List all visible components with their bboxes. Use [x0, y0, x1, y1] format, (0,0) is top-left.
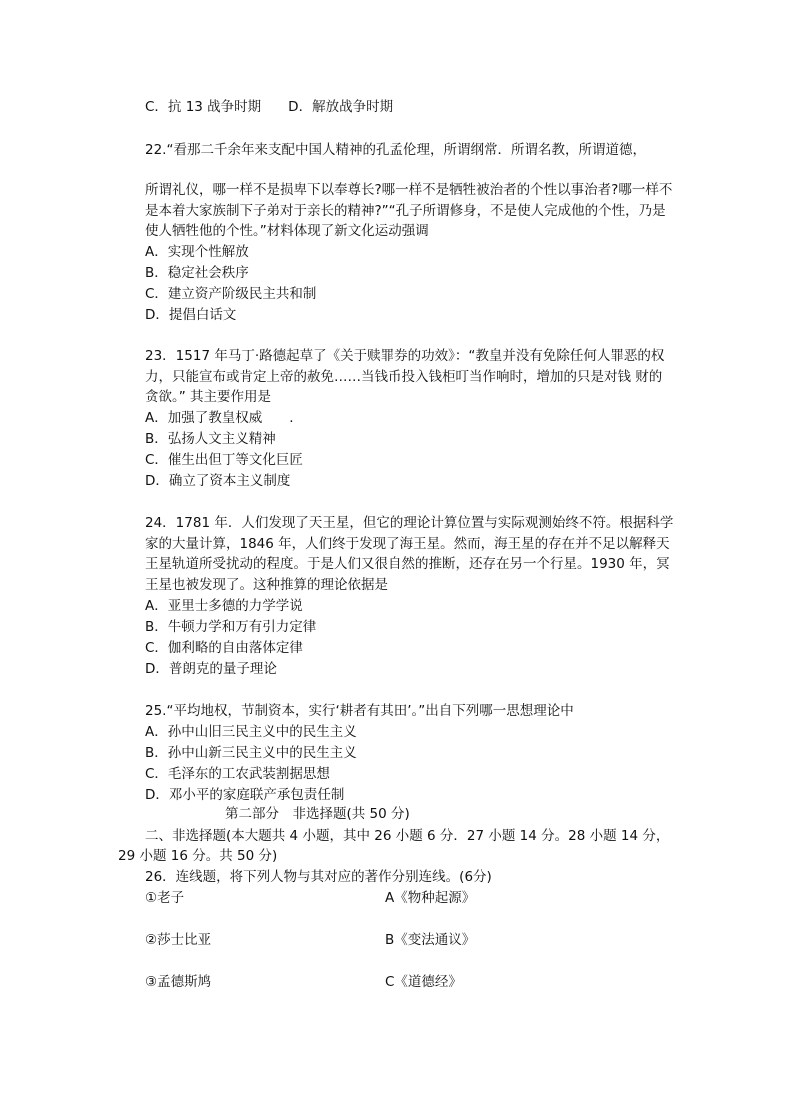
q25-option-d: D．邓小平的家庭联产承包责任制	[145, 787, 345, 803]
q22-option-a: A．实现个性解放	[145, 244, 249, 260]
q26-pair-row	[145, 930, 675, 950]
section2-desc-line1: 二、非选择题(本大题共 4 小题，其中 26 小题 6 分．27 小题 14 分。28 小题 14 分，	[145, 828, 670, 844]
q26-pair-row	[145, 972, 675, 992]
q26-person-1: ①老子	[145, 890, 185, 906]
q23-stem: 23．1517 年马丁·路德起草了《关于赎罪券的功效》：“教皇并没有免除任何人罪恶的权力，只能宣布或肯定上帝的赦免……当钱币投入钱柜叮当作响时，增加的只是对钱 财的贪欲。” 其主要作用是	[145, 348, 665, 405]
q26-work-b: B《变法通议》	[385, 932, 476, 948]
q24-option-c: C．伽利略的自由落体定律	[145, 640, 303, 656]
q22-stem-line1: 22.“看那二千余年来支配中国人精神的孔孟伦理，所谓纲常．所谓名教，所谓道德，	[145, 142, 646, 158]
q23-option-b: B．弘扬人文主义精神	[145, 431, 276, 447]
q22-option-c: C．建立资产阶级民主共和制	[145, 286, 317, 302]
q26-work-c: C《道德经》	[385, 974, 462, 990]
q22-option-d: D．提倡白话文	[145, 307, 237, 323]
q25-option-c: C．毛泽东的工农武装割据思想	[145, 766, 330, 782]
q26-work-a: A《物种起源》	[385, 890, 476, 906]
q26-stem: 26．连线题，将下列人物与其对应的著作分别连线。(6分)	[145, 869, 492, 885]
q21-options-tail: C．抗 13 战争时期 D．解放战争时期	[145, 99, 394, 115]
part2-heading: 第二部分 非选择题(共 50 分)	[225, 806, 410, 822]
q25-option-a: A．孙中山旧三民主义中的民生主义	[145, 724, 357, 740]
section2-desc-line2: 29 小题 16 分。共 50 分)	[118, 848, 278, 864]
q24-option-b: B．牛顿力学和万有引力定律	[145, 619, 317, 635]
q24-option-d: D．普朗克的量子理论	[145, 661, 277, 677]
q22-stem-rest: 所谓礼仪，哪一样不是损卑下以奉尊长?哪一样不是牺牲被治者的个性以事治者?哪一样不是本着大家族制下子弟对于亲长的精神?”“孔子所谓修身，不是使人完成他的个性，乃是使人牺牲他的个性。”材料体现了新文化运动强调	[145, 182, 673, 239]
q23-option-a: A．加强了教皇权威 .	[145, 410, 294, 426]
q25-stem: 25.“平均地权，节制资本，实行‘耕者有其田’。”出自下列哪一思想理论中	[145, 703, 574, 719]
q26-pair-row	[145, 888, 675, 908]
q24-stem: 24．1781 年．人们发现了天王星，但它的理论计算位置与实际观测始终不符。根据科学家的大量计算，1846 年，人们终于发现了海王星。然而，海王星的存在并不足以解释天王星轨道所受扰动的程度。于是人们又很自然的推断，还存在另一个行星。1930 年，冥王星也被发现了。这种推算的理论依据是	[145, 515, 674, 593]
q23-option-c: C．催生出但丁等文化巨匠	[145, 452, 303, 468]
q26-person-2: ②莎士比亚	[145, 932, 212, 948]
q22-option-b: B．稳定社会秩序	[145, 265, 249, 281]
q23-option-d: D．确立了资本主义制度	[145, 473, 291, 489]
q26-person-3: ③孟德斯鸠	[145, 974, 212, 990]
q25-option-b: B．孙中山新三民主义中的民生主义	[145, 745, 357, 761]
q24-option-a: A．亚里士多德的力学学说	[145, 598, 303, 614]
